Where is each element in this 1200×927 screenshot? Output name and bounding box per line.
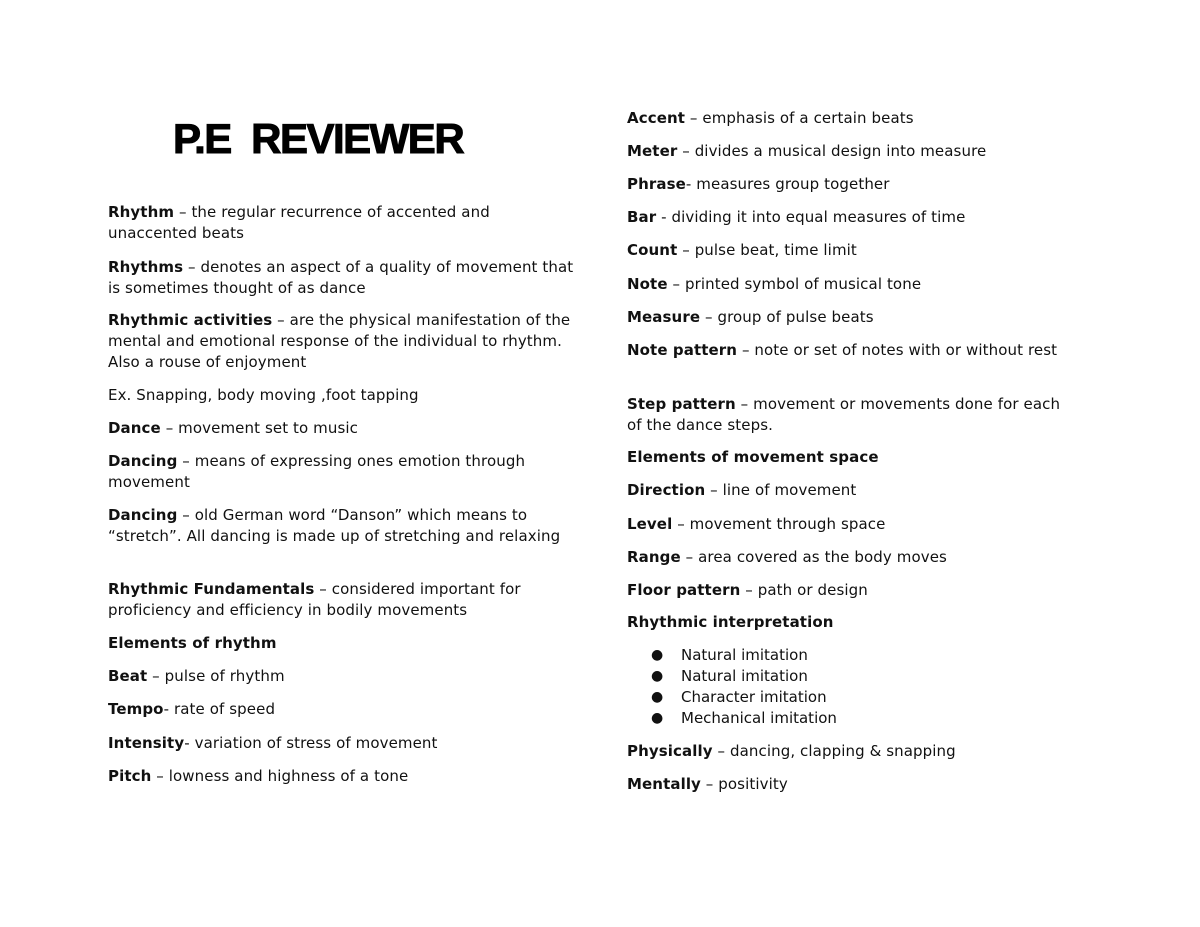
- list-item: ● Natural imitation: [651, 646, 808, 664]
- entry-pitch: Pitch – lowness and highness of a tone: [108, 767, 409, 785]
- entry-dance: Dance – movement set to music: [108, 419, 359, 437]
- entry-dancing-1: Dancing – means of expressing ones emotion through movement: [108, 452, 526, 491]
- entry-meter: Meter – divides a musical design into measure: [627, 142, 987, 160]
- entry-example: Ex. Snapping, body moving ,foot tapping: [108, 386, 419, 404]
- page-title: P.E REVIEWER: [173, 115, 464, 162]
- entry-direction: Direction – line of movement: [627, 481, 857, 499]
- entry-level: Level – movement through space: [627, 515, 886, 533]
- heading-elements-of-movement-space: Elements of movement space: [627, 448, 879, 466]
- entry-rhythmic-activities: Rhythmic activities – are the physical manifestation of the mental and emotional response of the individual to rhythm. Also a rouse of enjoyment: [108, 311, 571, 371]
- entry-step-pattern: Step pattern – movement or movements done for each of the dance steps.: [627, 395, 1061, 434]
- entry-physically: Physically – dancing, clapping & snapping: [627, 742, 956, 760]
- entry-rhythmic-fundamentals: Rhythmic Fundamentals – considered important for proficiency and efficiency in bodily movements: [108, 580, 521, 619]
- heading-rhythmic-interpretation: Rhythmic interpretation: [627, 613, 834, 631]
- entry-mentally: Mentally – positivity: [627, 775, 788, 793]
- entry-note: Note – printed symbol of musical tone: [627, 275, 922, 293]
- entry-beat: Beat – pulse of rhythm: [108, 667, 285, 685]
- entry-bar: Bar - dividing it into equal measures of time: [627, 208, 966, 226]
- entry-count: Count – pulse beat, time limit: [627, 241, 857, 259]
- list-item: ● Natural imitation: [651, 667, 808, 685]
- entry-measure: Measure – group of pulse beats: [627, 308, 874, 326]
- entry-phrase: Phrase- measures group together: [627, 175, 890, 193]
- entry-note-pattern: Note pattern – note or set of notes with or without rest: [627, 341, 1058, 359]
- entry-rhythms: Rhythms – denotes an aspect of a quality of movement that is sometimes thought of as dance: [108, 258, 574, 297]
- entry-accent: Accent – emphasis of a certain beats: [627, 109, 914, 127]
- imitation-list: [651, 645, 837, 729]
- entry-range: Range – area covered as the body moves: [627, 548, 947, 566]
- heading-elements-of-rhythm: Elements of rhythm: [108, 634, 277, 652]
- entry-rhythm: Rhythm – the regular recurrence of accented and unaccented beats: [108, 203, 490, 242]
- bullet-icon: ●: [651, 647, 664, 663]
- bullet-icon: ●: [651, 689, 664, 705]
- entry-floor-pattern: Floor pattern – path or design: [627, 581, 868, 599]
- entry-tempo: Tempo- rate of speed: [108, 700, 276, 718]
- bullet-icon: ●: [651, 668, 664, 684]
- list-item: ● Mechanical imitation: [651, 709, 837, 727]
- entry-dancing-2: Dancing – old German word “Danson” which means to “stretch”. All dancing is made up of stretching and relaxing: [108, 506, 561, 545]
- bullet-icon: ●: [651, 710, 664, 726]
- list-item: ● Character imitation: [651, 688, 827, 706]
- entry-intensity: Intensity- variation of stress of movement: [108, 734, 438, 752]
